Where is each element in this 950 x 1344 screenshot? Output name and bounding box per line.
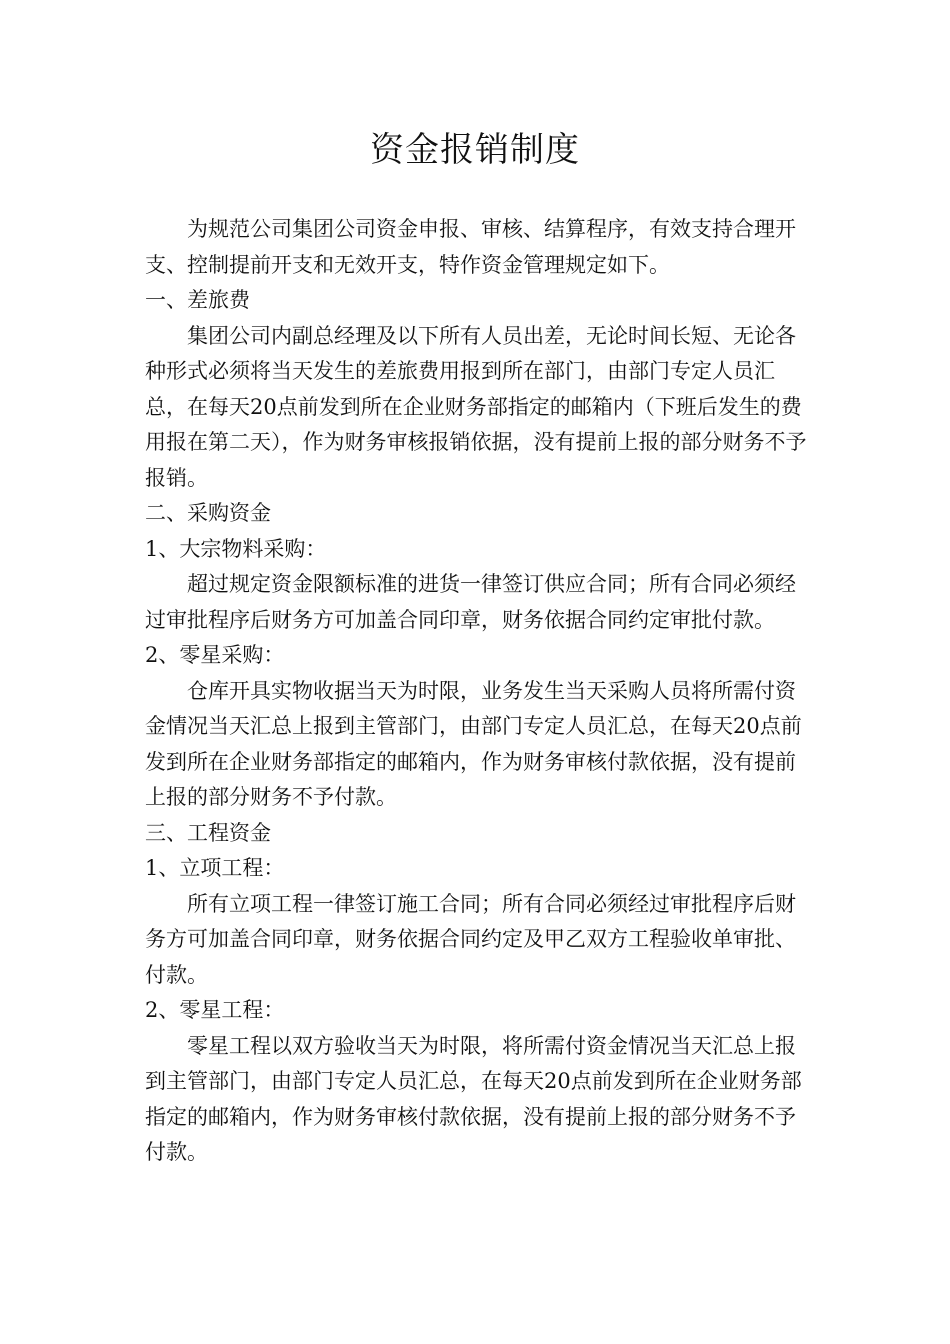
section-heading-engineering: 三、工程资金 (145, 820, 271, 845)
subsection-heading-small-project: 2、零星工程： (145, 998, 285, 1022)
intro-paragraph: 为规范公司集团公司资金申报、审核、结算程序，有效支持合理开支、控制提前开支和无效开支，特作资金管理规定如下。 (145, 217, 796, 277)
subsection-paragraph-bulk-purchase: 超过规定资金限额标准的进货一律签订供应合同；所有合同必须经过审批程序后财务方可加盖合同印章，财务依据合同约定审批付款。 (145, 572, 796, 632)
section-paragraph-travel: 集团公司内副总经理及以下所有人员出差，无论时间长短、无论各种形式必须将当天发生的差旅费用报到所在部门，由部门专定人员汇总，在每天20点前发到所在企业财务部指定的邮箱内（下班后发生的费用报在第二天），作为财务审核报销依据，没有提前上报的部分财务不予报销。 (145, 323, 807, 490)
subsection-paragraph-small-purchase: 仓库开具实物收据当天为时限，业务发生当天采购人员将所需付资金情况当天汇总上报到主管部门，由部门专定人员汇总，在每天20点前发到所在企业财务部指定的邮箱内，作为财务审核付款依据，没有提前上报的部分财务不予付款。 (145, 678, 802, 809)
subsection-paragraph-approved-project: 所有立项工程一律签订施工合同；所有合同必须经过审批程序后财务方可加盖合同印章，财务依据合同约定及甲乙双方工程验收单审批、付款。 (145, 891, 796, 987)
document-body (145, 212, 810, 1171)
subsection-heading-bulk-purchase: 1、大宗物料采购： (145, 536, 327, 561)
subsection-paragraph-small-project: 零星工程以双方验收当天为时限，将所需付资金情况当天汇总上报到主管部门，由部门专定人员汇总，在每天20点前发到所在企业财务部指定的邮箱内，作为财务审核付款依据，没有提前上报的部分财务不予付款。 (145, 1033, 802, 1164)
section-heading-purchasing: 二、采购资金 (145, 501, 271, 525)
document-title: 资金报销制度 (370, 130, 580, 170)
section-heading-travel: 一、差旅费 (145, 288, 250, 312)
subsection-heading-approved-project: 1、立项工程： (145, 856, 285, 880)
subsection-heading-small-purchase: 2、零星采购： (145, 643, 285, 667)
